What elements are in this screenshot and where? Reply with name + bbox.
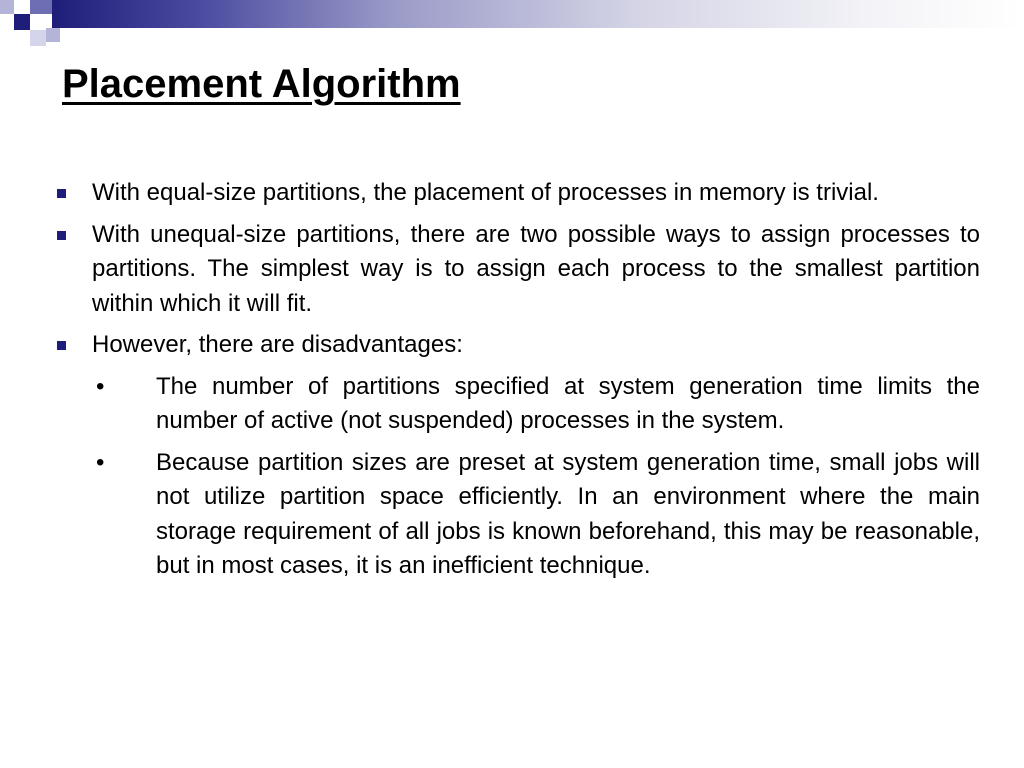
square-bullet-icon	[57, 231, 66, 240]
sub-bullet-marker: •	[96, 448, 105, 476]
sub-bullet-marker: •	[96, 372, 105, 400]
sub-bullet-text: The number of partitions specified at system generation time limits the number of active (not suspended) processes in the system.	[156, 372, 980, 434]
slide-title: Placement Algorithm	[62, 62, 461, 106]
bullet-text: However, there are disadvantages:	[92, 331, 463, 358]
header-square-light-2	[46, 28, 60, 42]
sub-bullet-text: Because partition sizes are preset at system generation time, small jobs will not utilize partition space efficiently. In an environment where the main storage requirement of all jobs is known beforehand, this may be reasonable, but in most cases, it is an inefficient technique.	[156, 448, 980, 579]
bullet-text: With unequal-size partitions, there are two possible ways to assign processes to partitions. The simplest way is to assign each process to the smallest partition within which it will fit.	[92, 220, 980, 317]
square-bullet-icon	[57, 189, 66, 198]
bullet-item	[48, 328, 980, 363]
header-square-pale	[30, 30, 46, 46]
sub-bullet-item	[48, 370, 980, 439]
header-square-dark	[14, 14, 30, 30]
bullet-item	[48, 176, 980, 211]
header-square-mid	[30, 0, 52, 14]
square-bullet-icon	[57, 341, 66, 350]
slide-body	[48, 176, 980, 591]
bullet-text: With equal-size partitions, the placement of processes in memory is trivial.	[92, 179, 879, 206]
sub-bullet-item	[48, 446, 980, 584]
bullet-item	[48, 218, 980, 322]
header-gradient-band	[52, 0, 1024, 28]
header-square-light	[0, 0, 14, 14]
